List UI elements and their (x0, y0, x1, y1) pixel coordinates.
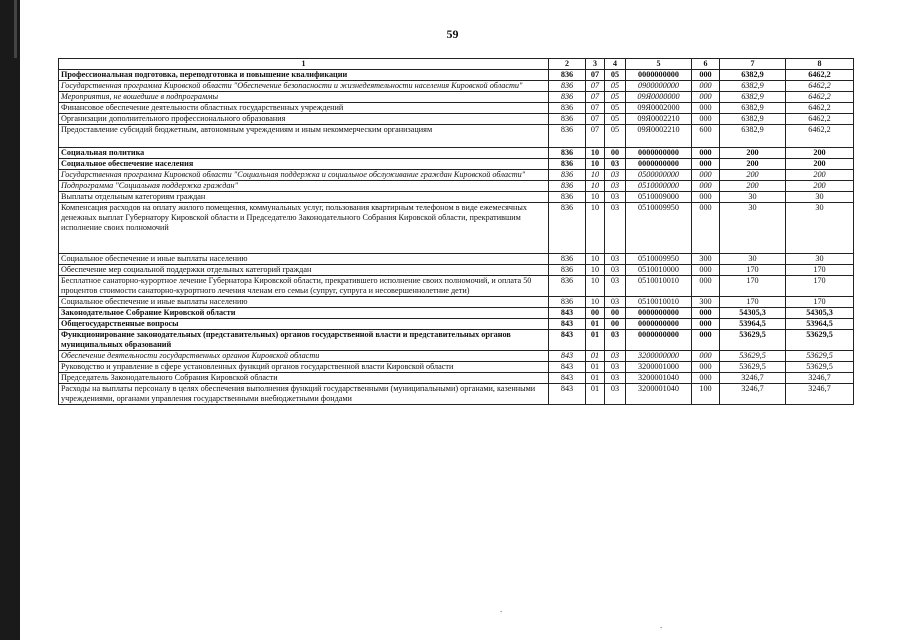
table-row (59, 351, 854, 362)
table-row (59, 148, 854, 159)
row-value-cell: 000 (692, 70, 720, 81)
row-value-cell: 0900000000 (626, 81, 692, 92)
row-value-cell: 6382,9 (720, 70, 786, 81)
row-value-cell: 07 (586, 70, 605, 81)
row-value-cell: 200 (720, 159, 786, 170)
row-name-cell: Организации дополнительного профессионального образования (59, 114, 549, 125)
column-header: 8 (786, 59, 854, 70)
row-value-cell: 07 (586, 81, 605, 92)
table-row (59, 203, 854, 254)
row-value-cell: 07 (586, 103, 605, 114)
row-value-cell: 843 (549, 373, 586, 384)
row-value-cell: 0510009950 (626, 254, 692, 265)
row-value-cell: 3200001000 (626, 362, 692, 373)
table-row (59, 92, 854, 103)
row-value-cell: 836 (549, 297, 586, 308)
row-value-cell: 30 (786, 203, 854, 254)
row-value-cell: 100 (692, 384, 720, 405)
row-value-cell: 3246,7 (720, 373, 786, 384)
row-name-cell: Функционирование законодательных (представительных) органов государственной власти и представительных органов муниципальных образований (59, 330, 549, 351)
scan-speck: . (660, 620, 663, 630)
row-value-cell: 836 (549, 170, 586, 181)
row-value-cell: 03 (605, 170, 626, 181)
row-name-cell: Обеспечение мер социальной поддержки отдельных категорий граждан (59, 265, 549, 276)
row-value-cell: 6382,9 (720, 103, 786, 114)
row-value-cell: 30 (720, 254, 786, 265)
row-value-cell: 05 (605, 125, 626, 148)
row-value-cell: 836 (549, 70, 586, 81)
row-value-cell: 01 (586, 384, 605, 405)
row-value-cell: 53629,5 (720, 330, 786, 351)
row-value-cell: 200 (786, 159, 854, 170)
row-value-cell: 843 (549, 362, 586, 373)
row-value-cell: 10 (586, 192, 605, 203)
row-value-cell: 07 (586, 125, 605, 148)
row-value-cell: 6462,2 (786, 103, 854, 114)
row-value-cell: 600 (692, 125, 720, 148)
table-row (59, 319, 854, 330)
row-name-cell: Социальное обеспечение населения (59, 159, 549, 170)
row-value-cell: 170 (786, 276, 854, 297)
row-value-cell: 3200001040 (626, 373, 692, 384)
row-value-cell: 10 (586, 276, 605, 297)
row-value-cell: 10 (586, 181, 605, 192)
table-row (59, 308, 854, 319)
row-value-cell: 836 (549, 181, 586, 192)
column-header: 1 (59, 59, 549, 70)
row-value-cell: 6462,2 (786, 81, 854, 92)
row-value-cell: 0000000000 (626, 159, 692, 170)
row-value-cell: 00 (586, 308, 605, 319)
row-value-cell: 30 (786, 254, 854, 265)
row-value-cell: 3200000000 (626, 351, 692, 362)
row-value-cell: 03 (605, 203, 626, 254)
row-value-cell: 03 (605, 192, 626, 203)
row-value-cell: 10 (586, 203, 605, 254)
row-value-cell: 6382,9 (720, 125, 786, 148)
row-value-cell: 3246,7 (786, 373, 854, 384)
row-name-cell: Руководство и управление в сфере установленных функций органов государственной власти Кировской области (59, 362, 549, 373)
row-value-cell: 53629,5 (786, 330, 854, 351)
row-value-cell: 843 (549, 308, 586, 319)
row-value-cell: 03 (605, 330, 626, 351)
row-value-cell: 10 (586, 297, 605, 308)
row-value-cell: 3246,7 (720, 384, 786, 405)
table-row (59, 170, 854, 181)
row-value-cell: 53964,5 (720, 319, 786, 330)
row-value-cell: 03 (605, 373, 626, 384)
row-value-cell: 836 (549, 148, 586, 159)
row-value-cell: 05 (605, 70, 626, 81)
row-value-cell: 170 (786, 265, 854, 276)
row-value-cell: 07 (586, 114, 605, 125)
row-value-cell: 000 (692, 373, 720, 384)
row-value-cell: 000 (692, 203, 720, 254)
row-name-cell: Общегосударственные вопросы (59, 319, 549, 330)
row-value-cell: 30 (720, 192, 786, 203)
row-value-cell: 843 (549, 319, 586, 330)
table-row (59, 373, 854, 384)
row-value-cell: 10 (586, 170, 605, 181)
row-value-cell: 836 (549, 254, 586, 265)
row-value-cell: 53964,5 (786, 319, 854, 330)
row-value-cell: 0000000000 (626, 308, 692, 319)
row-value-cell: 170 (720, 297, 786, 308)
row-value-cell: 843 (549, 351, 586, 362)
row-value-cell: 300 (692, 297, 720, 308)
row-value-cell: 00 (605, 319, 626, 330)
table-row (59, 70, 854, 81)
row-value-cell: 05 (605, 103, 626, 114)
row-value-cell: 03 (605, 181, 626, 192)
row-value-cell: 10 (586, 254, 605, 265)
row-value-cell: 000 (692, 362, 720, 373)
row-value-cell: 000 (692, 81, 720, 92)
row-value-cell: 54305,3 (786, 308, 854, 319)
row-value-cell: 6462,2 (786, 92, 854, 103)
row-value-cell: 10 (586, 159, 605, 170)
column-header: 7 (720, 59, 786, 70)
row-value-cell: 30 (786, 192, 854, 203)
row-value-cell: 0510010010 (626, 297, 692, 308)
row-value-cell: 000 (692, 330, 720, 351)
row-value-cell: 03 (605, 362, 626, 373)
row-value-cell: 07 (586, 92, 605, 103)
row-name-cell: Предоставление субсидий бюджетным, автономным учреждениям и иным некоммерческим организациям (59, 125, 549, 148)
row-value-cell: 10 (586, 265, 605, 276)
column-header: 2 (549, 59, 586, 70)
column-header: 4 (605, 59, 626, 70)
table-row (59, 181, 854, 192)
row-value-cell: 000 (692, 276, 720, 297)
row-value-cell: 000 (692, 103, 720, 114)
row-name-cell: Бесплатное санаторно-курортное лечение Губернатора Кировской области, прекратившего исполнение своих полномочий, и оплата 50 процентов стоимости санаторно-курортного лечения членам его семьи (супруг, супруга и несовершеннолетние дети) (59, 276, 549, 297)
table-row (59, 384, 854, 405)
row-value-cell: 6462,2 (786, 114, 854, 125)
row-value-cell: 300 (692, 254, 720, 265)
row-value-cell: 000 (692, 148, 720, 159)
row-value-cell: 6462,2 (786, 70, 854, 81)
row-value-cell: 000 (692, 351, 720, 362)
row-name-cell: Социальное обеспечение и иные выплаты населению (59, 254, 549, 265)
row-value-cell: 09Я0002210 (626, 125, 692, 148)
row-value-cell: 03 (605, 276, 626, 297)
row-value-cell: 03 (605, 265, 626, 276)
row-name-cell: Подпрограмма "Социальная поддержка граждан" (59, 181, 549, 192)
row-value-cell: 6382,9 (720, 81, 786, 92)
column-header: 6 (692, 59, 720, 70)
row-value-cell: 3246,7 (786, 384, 854, 405)
row-value-cell: 836 (549, 103, 586, 114)
row-value-cell: 05 (605, 114, 626, 125)
row-value-cell: 836 (549, 81, 586, 92)
row-value-cell: 00 (605, 148, 626, 159)
row-value-cell: 6382,9 (720, 114, 786, 125)
row-value-cell: 03 (605, 297, 626, 308)
row-value-cell: 03 (605, 384, 626, 405)
table-row (59, 103, 854, 114)
row-value-cell: 000 (692, 170, 720, 181)
row-value-cell: 836 (549, 276, 586, 297)
table-row (59, 254, 854, 265)
row-value-cell: 836 (549, 125, 586, 148)
row-name-cell: Расходы на выплаты персоналу в целях обеспечения выполнения функций государственными (муниципальными) органами, казенными учреждениями, органами управления государственными внебюджетными фондами (59, 384, 549, 405)
column-header: 3 (586, 59, 605, 70)
row-value-cell: 000 (692, 192, 720, 203)
row-name-cell: Законодательное Собрание Кировской области (59, 308, 549, 319)
row-value-cell: 000 (692, 159, 720, 170)
table-row (59, 330, 854, 351)
row-name-cell: Государственная программа Кировской области "Социальная поддержка и социальное обслуживание граждан Кировской области" (59, 170, 549, 181)
row-value-cell: 0510010010 (626, 276, 692, 297)
row-value-cell: 03 (605, 351, 626, 362)
row-value-cell: 836 (549, 159, 586, 170)
row-name-cell: Профессиональная подготовка, переподготовка и повышение квалификации (59, 70, 549, 81)
table-body (59, 70, 854, 405)
scan-edge (0, 0, 20, 640)
scan-speck: . (500, 604, 503, 614)
row-value-cell: 53629,5 (786, 362, 854, 373)
row-value-cell: 10 (586, 148, 605, 159)
row-value-cell: 01 (586, 330, 605, 351)
row-value-cell: 836 (549, 192, 586, 203)
row-name-cell: Мероприятия, не вошедшие в подпрограммы (59, 92, 549, 103)
row-value-cell: 03 (605, 159, 626, 170)
row-name-cell: Обеспечение деятельности государственных органов Кировской области (59, 351, 549, 362)
table-row (59, 159, 854, 170)
row-value-cell: 843 (549, 384, 586, 405)
row-value-cell: 170 (720, 276, 786, 297)
row-value-cell: 54305,3 (720, 308, 786, 319)
row-value-cell: 200 (720, 181, 786, 192)
row-value-cell: 0510000000 (626, 181, 692, 192)
row-value-cell: 03 (605, 254, 626, 265)
table-row (59, 362, 854, 373)
row-value-cell: 0000000000 (626, 319, 692, 330)
row-value-cell: 000 (692, 308, 720, 319)
row-value-cell: 200 (720, 170, 786, 181)
budget-table (58, 58, 854, 405)
row-value-cell: 000 (692, 92, 720, 103)
row-value-cell: 53629,5 (720, 362, 786, 373)
row-value-cell: 0510010000 (626, 265, 692, 276)
row-value-cell: 05 (605, 81, 626, 92)
row-value-cell: 0510009950 (626, 203, 692, 254)
row-value-cell: 01 (586, 351, 605, 362)
table-row (59, 297, 854, 308)
row-name-cell: Государственная программа Кировской области "Обеспечение безопасности и жизнедеятельности населения Кировской области" (59, 81, 549, 92)
row-value-cell: 000 (692, 114, 720, 125)
row-value-cell: 0500000000 (626, 170, 692, 181)
row-value-cell: 843 (549, 330, 586, 351)
table-row (59, 276, 854, 297)
row-name-cell: Компенсация расходов на оплату жилого помещения, коммунальных услуг, пользования квартирным телефоном в виде ежемесячных денежных выплат Губернатору Кировской области и Председателю Законодательного Собрания Кировской области, прекратившим исполнение своих полномочий (59, 203, 549, 254)
row-value-cell: 01 (586, 373, 605, 384)
row-value-cell: 170 (786, 297, 854, 308)
row-name-cell: Председатель Законодательного Собрания Кировской области (59, 373, 549, 384)
row-value-cell: 200 (786, 148, 854, 159)
page-number: 59 (446, 27, 459, 41)
row-value-cell: 0000000000 (626, 330, 692, 351)
row-value-cell: 3200001040 (626, 384, 692, 405)
row-value-cell: 09Я0000000 (626, 92, 692, 103)
row-value-cell: 200 (786, 181, 854, 192)
row-value-cell: 09Я0002210 (626, 114, 692, 125)
table-row (59, 265, 854, 276)
table-row (59, 192, 854, 203)
row-name-cell: Выплаты отдельным категориям граждан (59, 192, 549, 203)
row-value-cell: 000 (692, 319, 720, 330)
table-row (59, 125, 854, 148)
row-value-cell: 836 (549, 114, 586, 125)
column-header: 5 (626, 59, 692, 70)
row-value-cell: 000 (692, 265, 720, 276)
row-value-cell: 30 (720, 203, 786, 254)
row-value-cell: 836 (549, 265, 586, 276)
row-value-cell: 05 (605, 92, 626, 103)
row-value-cell: 0000000000 (626, 148, 692, 159)
row-value-cell: 0510009000 (626, 192, 692, 203)
row-value-cell: 6462,2 (786, 125, 854, 148)
row-value-cell: 09Я0002000 (626, 103, 692, 114)
row-value-cell: 836 (549, 92, 586, 103)
table-row (59, 114, 854, 125)
row-value-cell: 170 (720, 265, 786, 276)
header-row (59, 59, 854, 70)
row-name-cell: Финансовое обеспечение деятельности областных государственных учреждений (59, 103, 549, 114)
row-value-cell: 6382,9 (720, 92, 786, 103)
row-value-cell: 200 (720, 148, 786, 159)
row-value-cell: 200 (786, 170, 854, 181)
row-value-cell: 836 (549, 203, 586, 254)
row-value-cell: 53629,5 (720, 351, 786, 362)
row-name-cell: Социальная политика (59, 148, 549, 159)
row-value-cell: 00 (605, 308, 626, 319)
row-value-cell: 01 (586, 362, 605, 373)
row-value-cell: 0000000000 (626, 70, 692, 81)
table-row (59, 81, 854, 92)
row-value-cell: 01 (586, 319, 605, 330)
row-value-cell: 000 (692, 181, 720, 192)
row-name-cell: Социальное обеспечение и иные выплаты населению (59, 297, 549, 308)
row-value-cell: 53629,5 (786, 351, 854, 362)
